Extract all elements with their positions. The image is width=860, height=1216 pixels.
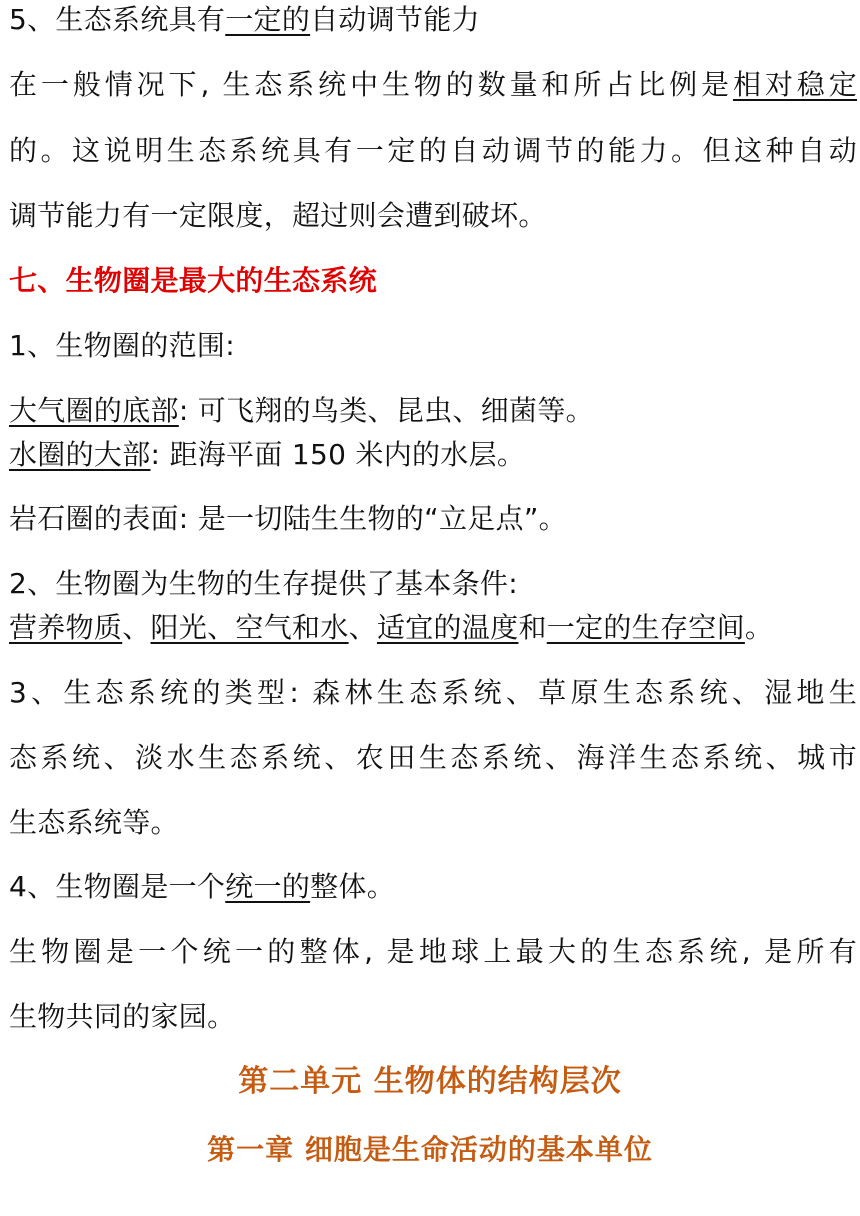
point-3-line-3: 生态系统等。 bbox=[9, 806, 179, 839]
conditions-end: 。 bbox=[744, 611, 774, 644]
condition-separator-1: 、 bbox=[122, 611, 151, 644]
chapter-title: 第一章 细胞是生命活动的基本单位 bbox=[207, 1133, 653, 1166]
point-5-line-1-prefix: 在一般情况下, 生态系统中生物的数量和所占比例是 bbox=[9, 68, 733, 101]
point-5-paragraph-line-2: 的。这说明生态系统具有一定的自动调节的能力。但这种自动 bbox=[9, 134, 857, 167]
point-5-paragraph-line-1 bbox=[9, 67, 857, 103]
atmosphere-line bbox=[9, 393, 857, 429]
conditions-line bbox=[9, 610, 857, 646]
atmosphere-label: 大气圈的底部 bbox=[9, 394, 179, 427]
point-4-heading-suffix: 整体。 bbox=[310, 870, 396, 903]
point-4-heading-underlined: 统一的 bbox=[225, 870, 311, 903]
point-3-line-1: 3、生态系统的类型: 森林生态系统、草原生态系统、湿地生 bbox=[9, 676, 857, 709]
point-5-heading bbox=[9, 2, 857, 38]
point-3-line-2: 态系统、淡水生态系统、农田生态系统、海洋生态系统、城市 bbox=[9, 741, 857, 774]
hydrosphere-label: 水圈的大部 bbox=[9, 438, 151, 471]
lithosphere-line: 岩石圈的表面: 是一切陆生生物的“立足点”。 bbox=[9, 502, 567, 535]
point-2-heading: 2、生物圈为生物的生存提供了基本条件: bbox=[9, 567, 518, 600]
condition-sun-air-water: 阳光、空气和水 bbox=[150, 611, 349, 644]
hydrosphere-description: : 距海平面 150 米内的水层。 bbox=[150, 438, 526, 471]
condition-nutrients: 营养物质 bbox=[9, 611, 123, 644]
unit-title: 第二单元 生物体的结构层次 bbox=[238, 1064, 622, 1099]
condition-living-space: 一定的生存空间 bbox=[546, 611, 745, 644]
point-5-heading-suffix: 自动调节能力 bbox=[310, 3, 480, 36]
atmosphere-description: : 可飞翔的鸟类、昆虫、细菌等。 bbox=[178, 394, 594, 427]
point-5-heading-underlined: 一定的 bbox=[225, 3, 311, 36]
condition-separator-3: 和 bbox=[518, 611, 547, 644]
point-4-heading-prefix: 4、生物圈是一个 bbox=[9, 870, 226, 903]
condition-temperature: 适宜的温度 bbox=[376, 611, 519, 644]
point-5-paragraph-line-3: 调节能力有一定限度，超过则会遭到破坏。 bbox=[9, 199, 547, 232]
point-4-paragraph-line-2: 生物共同的家园。 bbox=[9, 1000, 236, 1033]
point-5-heading-prefix: 5、生态系统具有 bbox=[9, 3, 226, 36]
point-4-paragraph-line-1: 生物圈是一个统一的整体, 是地球上最大的生态系统, 是所有 bbox=[9, 935, 857, 968]
hydrosphere-line bbox=[9, 437, 857, 473]
point-5-line-1-underlined: 相对稳定 bbox=[732, 68, 857, 101]
point-4-heading bbox=[9, 869, 857, 905]
point-1-heading: 1、生物圈的范围: bbox=[9, 329, 235, 362]
condition-separator-2: 、 bbox=[348, 611, 377, 644]
section-7-heading: 七、生物圈是最大的生态系统 bbox=[9, 264, 377, 297]
